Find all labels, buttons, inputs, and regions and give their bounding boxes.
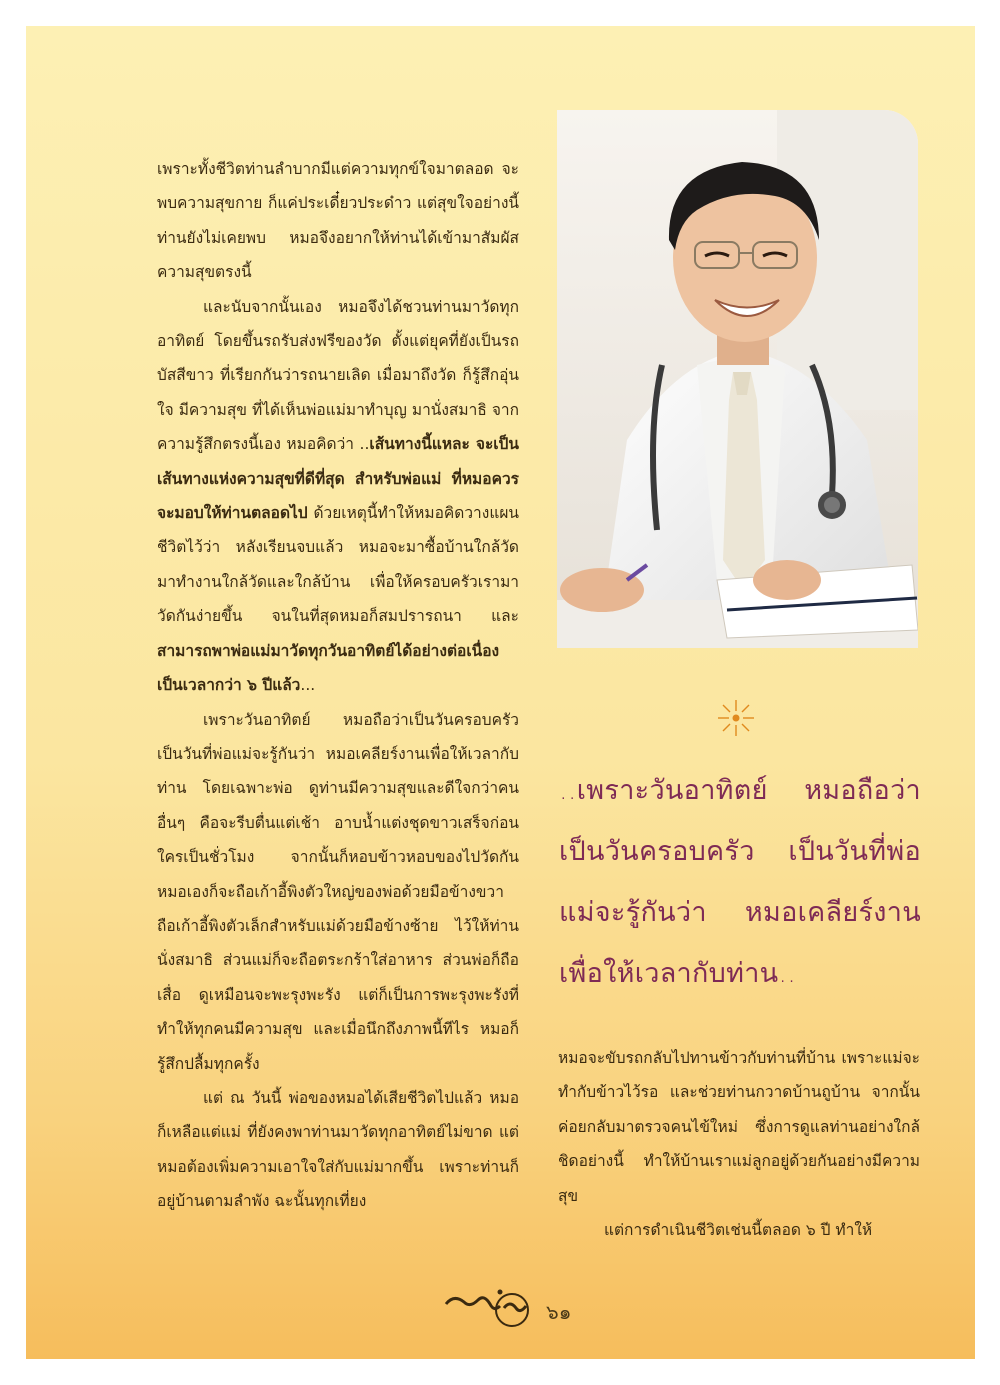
doctor-photo	[557, 110, 918, 648]
paragraph: แต่ ณ วันนี้ พ่อของหมอได้เสียชีวิตไปแล้ว หมอก็เหลือแต่แม่ ที่ยังคงพาท่านมาวัดทุกอาทิตย์ไม่ขาด แต่หมอต้องเพิ่มความเอาใจใส่กับแม่มากขึ้น เพราะท่านก็อยู่บ้านตามลำพัง ฉะนั้นทุกเที่ยง	[157, 1088, 519, 1211]
paragraph: หมอจะขับรถกลับไปทานข้าวกับท่านที่บ้าน เพราะแม่จะทำกับข้าวไว้รอ และช่วยท่านกวาดบ้านถูบ้าน จากนั้นค่อยกลับมาตรวจคนไข้ใหม่ ซึ่งการดูแลท่านอย่างใกล้ชิดอย่างนี้ ทำให้บ้านเราแม่ลูกอยู่ด้วยกันอย่างมีความสุข	[558, 1049, 920, 1205]
magazine-logo	[440, 1282, 544, 1334]
flower-ornament-icon	[716, 698, 756, 738]
bold-text: เส้นทางนี้แหละ จะเป็นเส้นทางแห่งความสุขที่ดีที่สุด สำหรับพ่อแม่ ที่หมอควรจะมอบให้ท่านตลอดไป	[157, 435, 519, 523]
bold-text: สามารถพาพ่อแม่มาวัดทุกวันอาทิตย์ได้อย่างต่อเนื่องเป็นเวลากว่า ๖ ปีแล้ว	[157, 641, 500, 695]
paragraph: แต่การดำเนินชีวิตเช่นนี้ตลอด ๖ ปี ทำให้	[604, 1221, 873, 1240]
paragraph	[157, 290, 519, 703]
paragraph: เพราะทั้งชีวิตท่านลำบากมีแต่ความทุกข์ใจมาตลอด จะพบความสุขกาย ก็แค่ประเดี๋ยวประด๋าว แต่สุขใจอย่างนี้ ท่านยังไม่เคยพบ หมอจึงอยากให้ท่านได้เข้ามาสัมผัสความสุขตรงนี้	[157, 160, 519, 282]
right-text-column	[558, 1041, 920, 1247]
paragraph: เพราะวันอาทิตย์ หมอถือว่าเป็นวันครอบครัว เป็นวันที่พ่อแม่จะรู้กันว่า หมอเคลียร์งานเพื่อให้เวลากับท่าน โดยเฉพาะพ่อ ดูท่านมีความสุขและดีใจกว่าคนอื่นๆ คือจะรีบตื่นแต่เช้า อาบน้ำแต่งชุดขาวเสร็จก่อนใครเป็นชั่วโมง จากนั้นก็หอบข้าวหอบของไปวัดกัน หมอเองก็จะถือเก้าอี้พิงตัวใหญ่ของพ่อด้วยมือข้างขวา ถือเก้าอี้พิงตัวเล็กสำหรับแม่ด้วยมือข้างซ้าย ไว้ให้ท่านนั่งสมาธิ ส่วนแม่ก็จะถือตระกร้าใส่อาหาร ส่วนพ่อก็ถือเสื่อ ดูเหมือนจะพะรุงพะรัง แต่ก็เป็นการพะรุงพะรังที่ทำให้ทุกคนมีความสุข และเมื่อนึกถึงภาพนี้ทีไร หมอก็รู้สึกปลื้มทุกครั้ง	[157, 710, 519, 1073]
text-span: ...	[300, 676, 316, 695]
page-number: ๖๑	[546, 1300, 572, 1324]
left-text-column	[157, 152, 519, 1219]
text-span: ด้วยเหตุนี้ทำให้หมอคิดวางแผนชีวิตไว้ว่า หลังเรียนจบแล้ว หมอจะมาซื้อบ้านใกล้วัด มาทำงานใกล้วัดและใกล้บ้าน เพื่อให้ครอบครัวเรามาวัดกันง่ายขึ้น จนในที่สุดหมอก็สมปรารถนา และ	[157, 504, 519, 626]
pull-quote: ..เพราะวันอาทิตย์ หมอถือว่าเป็นวันครอบครัว เป็นวันที่พ่อแม่จะรู้กันว่า หมอเคลียร์งานเพื่อให้เวลากับท่าน..	[559, 775, 921, 989]
text-span: และนับจากนั้นเอง หมอจึงได้ชวนท่านมาวัดทุกอาทิตย์ โดยขึ้นรถรับส่งฟรีของวัด ตั้งแต่ยุคที่ยังเป็นรถบัสสีขาว ที่เรียกกันว่ารถนายเลิด เมื่อมาถึงวัด ก็รู้สึกอุ่นใจ มีความสุข ที่ได้เห็นพ่อแม่มาทำบุญ มานั่งสมาธิ จากความรู้สึกตรงนี้เอง หมอคิดว่า ..	[157, 297, 519, 454]
doctor-illustration	[557, 110, 918, 648]
